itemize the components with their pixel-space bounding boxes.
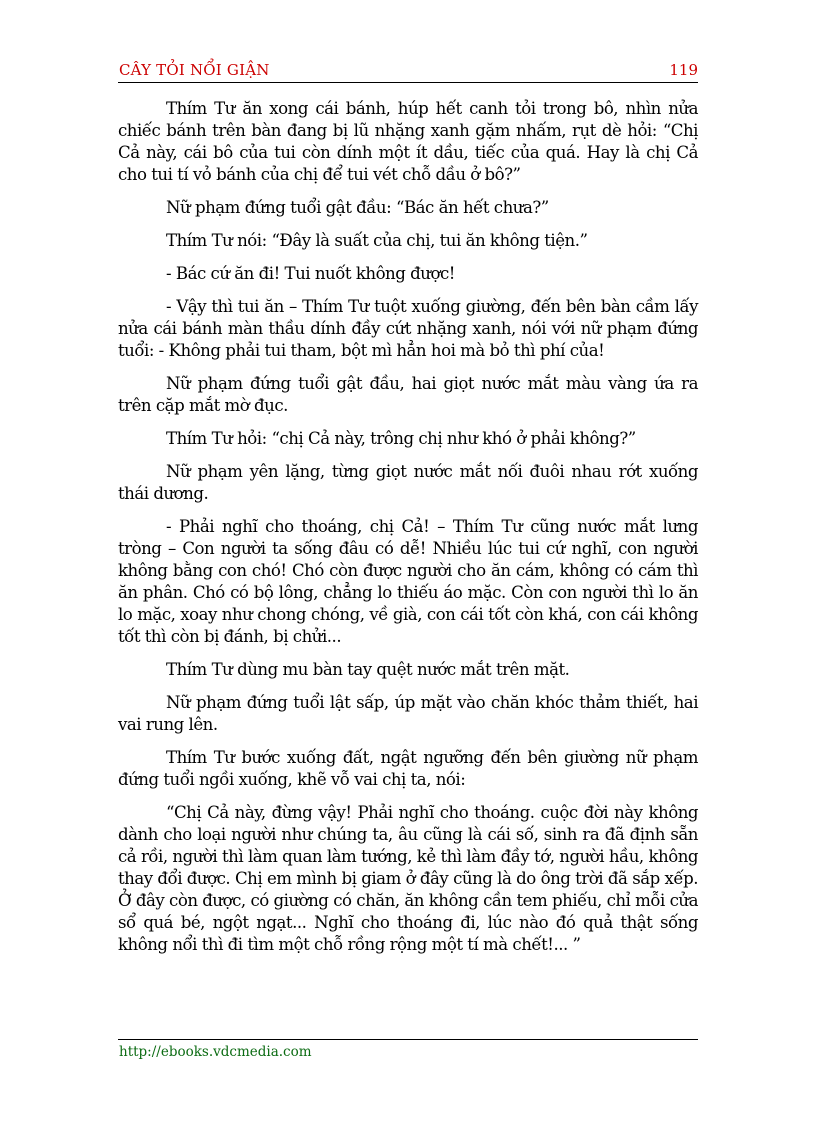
paragraph: Thím Tư nói: “Đây là suất của chị, tui ăn không tiện.” — [166, 231, 588, 250]
footer-link[interactable]: http://ebooks.vdcmedia.com — [119, 1044, 312, 1060]
paragraph: Thím Tư bước xuống đất, ngật ngưỡng đến bên giường nữ phạm đứng tuổi ngồi xuống, khẽ vỗ vai chị ta, nói: — [118, 748, 698, 789]
paragraph: “Chị Cả này, đừng vậy! Phải nghĩ cho thoáng. cuộc đời này không dành cho loại người như chúng ta, âu cũng là cái số, sinh ra đã định sẵn cả rồi, người thì làm quan làm tướng, kẻ thì làm đầy tớ, người hầu, không thay đổi được. Chị em mình bị giam ở đây cũng là do ông trời đã sắp xếp. Ở đây còn được, có giường có chăn, ăn không cần tem phiếu, chỉ mỗi cửa sổ quá bé, ngột ngạt... Nghĩ cho thoáng đi, lúc nào đó quả thật sống không nổi thì đi tìm một chỗ rồng rộng một tí mà chết!... ” — [118, 803, 698, 954]
paragraph: Nữ phạm đứng tuổi gật đầu: “Bác ăn hết chưa?” — [166, 198, 549, 217]
paragraph: Nữ phạm yên lặng, từng giọt nước mắt nối đuôi nhau rớt xuống thái dương. — [118, 462, 698, 503]
paragraph: Nữ phạm đứng tuổi lật sấp, úp mặt vào chăn khóc thảm thiết, hai vai rung lên. — [118, 693, 698, 734]
paragraph: - Vậy thì tui ăn – Thím Tư tuột xuống giường, đến bên bàn cầm lấy nửa cái bánh màn thầu dính đầy cứt nhặng xanh, nói với nữ phạm đứng tuổi: - Không phải tui tham, bột mì hẳn hoi mà bỏ thì phí của! — [118, 297, 698, 360]
paragraph: Thím Tư ăn xong cái bánh, húp hết canh tỏi trong bô, nhìn nửa chiếc bánh trên bàn đang bị lũ nhặng xanh gặm nhấm, rụt dè hỏi: “Chị Cả này, cái bô của tui còn dính một ít dầu, tiếc của quá. Hay là chị Cả cho tui tí vỏ bánh của chị để tui vét chỗ dầu ở bô?” — [118, 99, 698, 184]
body-text — [118, 98, 698, 967]
header-divider — [118, 82, 698, 83]
paragraph: - Phải nghĩ cho thoáng, chị Cả! – Thím Tư cũng nước mắt lưng tròng – Con người ta sống đâu có dễ! Nhiều lúc tui cứ nghĩ, con người không bằng con chó! Chó còn được người cho ăn cám, không có cám thì ăn phân. Chó có bộ lông, chẳng lo thiếu áo mặc. Còn con người thì lo ăn lo mặc, xoay như chong chóng, về già, con cái tốt còn khá, con cái không tốt thì còn bị đánh, bị chửi... — [118, 517, 698, 646]
page-number: 119 — [669, 61, 698, 79]
paragraph: - Bác cứ ăn đi! Tui nuốt không được! — [166, 264, 455, 283]
paragraph: Thím Tư dùng mu bàn tay quệt nước mắt trên mặt. — [166, 660, 570, 679]
paragraph: Nữ phạm đứng tuổi gật đầu, hai giọt nước mắt màu vàng ứa ra trên cặp mắt mờ đục. — [118, 374, 698, 415]
running-header-title: CÂY TỎI NỔI GIẬN — [119, 61, 270, 79]
paragraph: Thím Tư hỏi: “chị Cả này, trông chị như khó ở phải không?” — [166, 429, 636, 448]
footer-divider — [118, 1039, 698, 1040]
